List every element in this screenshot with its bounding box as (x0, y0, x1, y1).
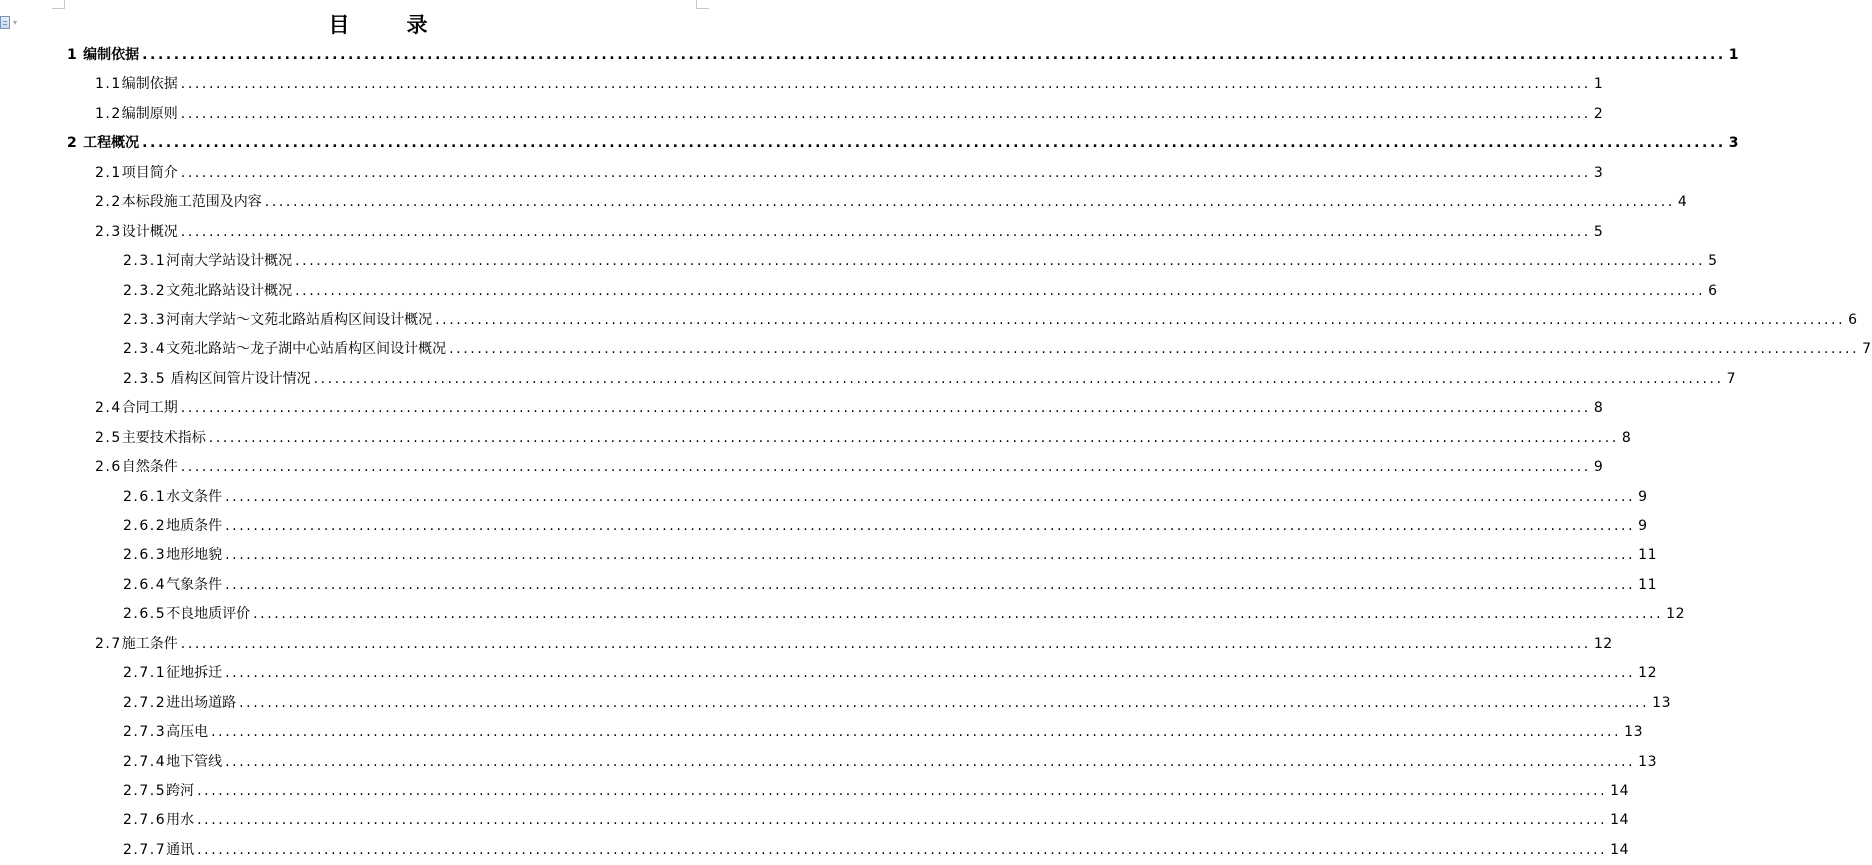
toc-entry[interactable] (123, 571, 1657, 600)
toc-dot-leader: ........................................................................................................................................................................................................ (180, 400, 1591, 417)
toc-page-number: 9 (1638, 488, 1648, 505)
toc-entry[interactable] (123, 777, 1629, 806)
toc-entry-label (95, 159, 178, 188)
toc-entry-label (123, 483, 222, 512)
toc-entry-label (123, 600, 250, 629)
toc-page-number: 6 (1708, 282, 1718, 299)
toc-entry[interactable] (123, 748, 1657, 777)
toc-dot-leader: ........................................................................................................................................................................................................ (197, 812, 1608, 829)
toc-dot-leader: ........................................................................................................................................................................................................ (449, 341, 1860, 358)
toc-dot-leader: ........................................................................................................................................................................................................ (435, 311, 1846, 328)
toc-entry[interactable] (123, 512, 1648, 541)
toc-entry-number: 2.2 (95, 194, 122, 211)
toc-entry-number: 2.3.5 (123, 370, 167, 387)
toc-entry-number: 2.4 (95, 400, 122, 417)
toc-entry-title: 跨河 (166, 782, 195, 799)
toc-entry-title: 文苑北路站～龙子湖中心站盾构区间设计概况 (166, 341, 447, 358)
toc-entry[interactable] (123, 806, 1629, 835)
toc-entry[interactable] (95, 159, 1604, 188)
toc-entry-title: 地形地貌 (166, 547, 223, 564)
toc-page-number: 12 (1638, 665, 1657, 682)
toc-entry-label (95, 424, 206, 453)
toc-entry-title: 河南大学站设计概况 (166, 253, 293, 270)
toc-entry[interactable] (123, 600, 1685, 629)
toc-entry-label (123, 659, 222, 688)
toc-page-number: 13 (1638, 753, 1657, 770)
toc-entry-title: 施工条件 (121, 635, 178, 652)
toc-entry-number: 2.6 (95, 459, 122, 476)
toc-entry-number: 2.3.3 (123, 311, 167, 328)
toc-entry-title: 气象条件 (166, 576, 223, 593)
toc-entry-label (123, 335, 446, 364)
toc-entry-title: 高压电 (166, 724, 209, 741)
toc-page-number: 14 (1610, 812, 1629, 829)
toc-entry-label (95, 100, 178, 129)
toc-entry-title: 自然条件 (121, 459, 178, 476)
toc-entry[interactable] (95, 453, 1604, 482)
toc-entry-title: 合同工期 (121, 400, 178, 417)
toc-entry-number: 2.3.2 (123, 282, 167, 299)
toc-entry[interactable] (123, 247, 1718, 276)
toc-entry-number: 2.7.7 (123, 841, 167, 858)
toc-entry[interactable] (95, 188, 1688, 217)
toc-entry-number: 2.7.2 (123, 694, 167, 711)
toc-entry[interactable] (123, 306, 1858, 335)
toc-entry[interactable] (123, 836, 1629, 865)
toc-entry-label (67, 129, 139, 158)
toc-page-number: 7 (1726, 370, 1737, 387)
toc-dot-leader: ........................................................................................................................................................................................................ (197, 782, 1608, 799)
toc-entry-label (95, 188, 262, 217)
toc-entry-label (123, 365, 311, 394)
toc-entry-label (123, 748, 222, 777)
toc-entry-title: 不良地质评价 (166, 606, 251, 623)
toc-entry-number: 2.5 (95, 429, 122, 446)
toc-page-number: 14 (1610, 841, 1629, 858)
caret-down-icon: ▾ (13, 17, 18, 27)
toc-page-number: 13 (1624, 724, 1643, 741)
toc-entry[interactable] (123, 483, 1648, 512)
toc-dot-leader: ........................................................................................................................................................................................................ (180, 76, 1591, 93)
toc-entry-number: 2.3 (95, 223, 122, 240)
toc-entry[interactable] (67, 41, 1740, 70)
toc-entry-label (123, 512, 222, 541)
toc-entry-label (123, 541, 222, 570)
toc-entry-number: 2.6.4 (123, 576, 167, 593)
toc-entry[interactable] (95, 424, 1632, 453)
toc-page-number: 6 (1848, 311, 1858, 328)
toc-page-number: 11 (1638, 576, 1657, 593)
toc-entry-number: 2.7.4 (123, 753, 167, 770)
toc-entry-title: 地质条件 (166, 518, 223, 534)
page-corner-mark-right (696, 0, 709, 9)
toc-entry-number: 2.7.3 (123, 724, 167, 741)
toc-page-number: 12 (1666, 606, 1685, 623)
toc-entry-title: 通讯 (166, 841, 195, 858)
toc-entry-title: 盾构区间管片设计情况 (166, 370, 311, 387)
toc-entry-title: 征地拆迁 (166, 665, 223, 682)
toc-dot-leader: ........................................................................................................................................................................................................ (225, 547, 1636, 564)
toc-entry-number: 2.6.1 (123, 488, 167, 505)
toc-entry-label (123, 277, 292, 306)
toc-entry[interactable] (95, 394, 1604, 423)
toc-entry-title: 设计概况 (121, 223, 178, 240)
toc-entry-title: 本标段施工范围及内容 (121, 194, 262, 211)
toc-entry-title: 主要技术指标 (121, 429, 206, 446)
toc-entry[interactable] (95, 218, 1604, 247)
toc-dot-leader: ........................................................................................................................................................................................................ (225, 753, 1636, 770)
toc-entry[interactable] (95, 630, 1613, 659)
toc-entry-title: 编制依据 (121, 76, 178, 93)
toc-entry-title: 工程概况 (83, 135, 140, 152)
toc-dot-leader: ........................................................................................................................................................................................................ (225, 576, 1636, 593)
toc-entry-title: 用水 (166, 812, 195, 829)
toc-entry-label (123, 306, 432, 335)
toc-dot-leader: ........................................................................................................................................................................................................ (295, 282, 1706, 299)
toc-entry[interactable] (95, 70, 1604, 99)
toc-entry[interactable] (123, 541, 1657, 570)
toc-page-number: 8 (1593, 400, 1604, 417)
toc-dot-leader: ........................................................................................................................................................................................................ (180, 459, 1591, 476)
toc-entry-title: 水文条件 (166, 488, 223, 505)
toc-dot-leader: ........................................................................................................................................................................................................ (225, 518, 1636, 534)
table-of-contents (0, 41, 1872, 865)
toc-page-number: 4 (1677, 194, 1688, 211)
toc-entry-label (123, 247, 292, 276)
toc-entry-label (95, 453, 178, 482)
toc-dot-leader: ........................................................................................................................................................................................................ (180, 635, 1591, 652)
toc-title: 目 录 (328, 12, 446, 37)
toc-page-number: 1 (1728, 47, 1740, 63)
toc-entry[interactable] (95, 100, 1604, 129)
toc-page-number: 5 (1593, 223, 1604, 240)
toc-page-number: 3 (1593, 164, 1604, 181)
toc-entry-title: 河南大学站～文苑北路站盾构区间设计概况 (166, 311, 433, 328)
page-corner-mark-left (52, 0, 65, 9)
toc-dot-leader: ........................................................................................................................................................................................................ (225, 488, 1636, 505)
toc-entry-number: 2.7.1 (123, 665, 167, 682)
toc-entry[interactable] (123, 335, 1872, 364)
toc-entry-number: 2.3.1 (123, 253, 167, 270)
toc-entry-title: 编制原则 (121, 105, 178, 122)
toc-dot-leader: ........................................................................................................................................................................................................ (208, 429, 1619, 446)
toc-entry-title: 项目简介 (121, 164, 178, 181)
toc-dot-leader: ........................................................................................................................................................................................................ (142, 47, 1726, 63)
toc-entry-label (95, 630, 178, 659)
toc-page-number: 11 (1638, 547, 1657, 564)
toc-entry-number: 1.1 (95, 76, 122, 93)
toc-entry[interactable] (67, 129, 1740, 158)
toc-page-number: 3 (1728, 135, 1740, 152)
toc-entry-number: 2.7 (95, 635, 122, 652)
toc-dot-leader: ........................................................................................................................................................................................................ (211, 724, 1622, 741)
toc-dot-leader: ........................................................................................................................................................................................................ (313, 370, 1724, 387)
toc-entry[interactable] (123, 277, 1718, 306)
toc-entry[interactable] (123, 689, 1671, 718)
toc-dot-leader: ........................................................................................................................................................................................................ (264, 194, 1675, 211)
toc-page-number: 1 (1593, 76, 1604, 93)
toc-entry[interactable] (123, 718, 1643, 747)
toc-entry-title: 编制依据 (83, 47, 140, 63)
toc-page-number: 7 (1862, 341, 1872, 358)
toc-page-number: 9 (1593, 459, 1604, 476)
toc-dot-leader: ........................................................................................................................................................................................................ (180, 164, 1591, 181)
toc-entry-number: 2.7.5 (123, 782, 167, 799)
toc-entry-label (95, 70, 178, 99)
toc-page-number: 12 (1593, 635, 1613, 652)
toc-dot-leader: ........................................................................................................................................................................................................ (253, 606, 1664, 623)
toc-entry-label (123, 806, 194, 835)
toc-entry-number: 2.6.3 (123, 547, 167, 564)
toc-entry-title: 文苑北路站设计概况 (166, 282, 293, 299)
toc-entry-number: 2.6.2 (123, 518, 167, 534)
toc-entry-label (123, 689, 236, 718)
toc-entry-label (123, 836, 194, 865)
toc-entry[interactable] (123, 659, 1657, 688)
toc-page-number: 9 (1638, 518, 1648, 534)
toc-page-number: 14 (1610, 782, 1629, 799)
toc-dot-leader: ........................................................................................................................................................................................................ (239, 694, 1650, 711)
toc-entry-number: 1.2 (95, 105, 122, 122)
toc-entry-label (67, 41, 139, 70)
toc-dot-leader: ........................................................................................................................................................................................................ (225, 665, 1636, 682)
toc-page-number: 5 (1708, 253, 1718, 270)
toc-entry[interactable] (123, 365, 1737, 394)
toc-entry-label (123, 777, 194, 806)
toc-entry-number: 1 (67, 47, 79, 63)
toc-entry-label (123, 571, 222, 600)
toc-entry-number: 2 (67, 135, 79, 152)
toc-dot-leader: ........................................................................................................................................................................................................ (180, 223, 1591, 240)
toc-entry-number: 2.1 (95, 164, 122, 181)
toc-entry-title: 地下管线 (166, 753, 223, 770)
toc-entry-number: 2.7.6 (123, 812, 167, 829)
toc-dot-leader: ........................................................................................................................................................................................................ (295, 253, 1706, 270)
toc-entry-label (123, 718, 208, 747)
toc-entry-number: 2.3.4 (123, 341, 167, 358)
toc-dot-leader: ........................................................................................................................................................................................................ (180, 105, 1591, 122)
toc-page-number: 8 (1621, 429, 1632, 446)
toc-dot-leader: ........................................................................................................................................................................................................ (197, 841, 1608, 858)
toc-dot-leader: ........................................................................................................................................................................................................ (142, 135, 1726, 152)
toc-page-number: 13 (1652, 694, 1671, 711)
toc-entry-number: 2.6.5 (123, 606, 167, 623)
toc-entry-title: 进出场道路 (166, 694, 237, 711)
toc-entry-label (95, 218, 178, 247)
toc-page-number: 2 (1593, 105, 1604, 122)
toc-entry-label (95, 394, 178, 423)
